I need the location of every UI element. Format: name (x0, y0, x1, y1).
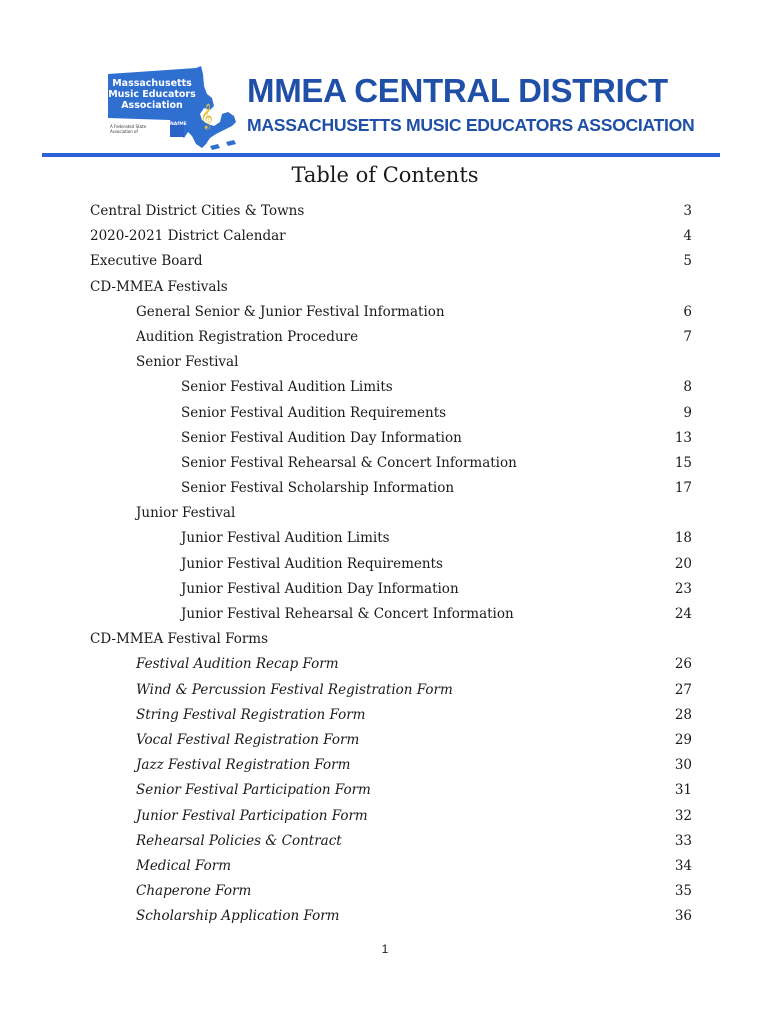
toc-entry-page: 3 (683, 203, 692, 219)
toc-entry-page: 7 (683, 328, 692, 345)
toc-entry-page: 5 (683, 253, 692, 270)
toc-entry-label: Wind & Percussion Festival Registration Form (136, 681, 453, 698)
toc-entry-page: 9 (683, 404, 692, 421)
toc-entry-page: 36 (674, 908, 692, 925)
toc-entry-label: Scholarship Application Form (136, 908, 340, 925)
toc-entry-label: Junior Festival (136, 505, 236, 522)
toc-entry-label: Junior Festival Audition Limits (181, 530, 390, 547)
toc-entry-label: Rehearsal Policies & Contract (136, 832, 342, 849)
toc-entry-page: 13 (674, 429, 692, 446)
toc-entry-page: 24 (674, 606, 692, 622)
toc-entry-page: 32 (674, 807, 692, 824)
toc-entry (0, 829, 770, 854)
toc-entry (0, 249, 770, 274)
toc-entry (0, 652, 770, 677)
toc-entry (0, 854, 770, 879)
toc-entry-label: Senior Festival Audition Limits (181, 379, 393, 396)
toc-entry (0, 753, 770, 778)
toc-entry-label: CD-MMEA Festival Forms (90, 631, 269, 648)
toc-entry-label: Central District Cities & Towns (90, 203, 305, 219)
logo-affiliate-text: A Federated State Association of (110, 124, 147, 134)
toc-entry-page: 29 (674, 731, 692, 748)
toc-entry-label: CD-MMEA Festivals (90, 278, 228, 295)
toc-entry (0, 879, 770, 904)
toc-entry-label: Junior Festival Audition Requirements (181, 555, 443, 572)
toc-entry-page: 26 (674, 656, 692, 673)
toc-entry-label: Junior Festival Rehearsal & Concert Information (181, 606, 514, 622)
header-subtitle: MASSACHUSETTS MUSIC EDUCATORS ASSOCIATION (247, 115, 695, 135)
toc-entry-page: 34 (674, 857, 692, 874)
toc-entry (0, 577, 770, 602)
toc-entry-label: Chaperone Form (136, 883, 252, 900)
toc-entry-label: Senior Festival Participation Form (136, 782, 371, 799)
toc-entry (0, 678, 770, 703)
toc-entry-label: Senior Festival Audition Requirements (181, 404, 447, 421)
logo-text-line: Music Educators (108, 89, 196, 100)
toc-entry (0, 526, 770, 551)
page-number: 1 (381, 942, 389, 956)
toc-entry-page: 30 (674, 757, 692, 774)
toc-entry (0, 375, 770, 400)
toc-entry-page: 35 (674, 883, 692, 900)
toc-entry-label: 2020-2021 District Calendar (90, 228, 286, 245)
toc-entry-page: 8 (683, 379, 692, 396)
nafme-logo: NAfME (170, 121, 184, 137)
toc-entry (0, 804, 770, 829)
toc-entry-page: 17 (674, 480, 692, 497)
toc-entry-label: String Festival Registration Form (136, 706, 366, 723)
toc-entry-page: 33 (674, 832, 692, 849)
toc-entry-label: Vocal Festival Registration Form (136, 731, 360, 748)
toc-entry-label: Junior Festival Participation Form (136, 807, 368, 824)
toc-entry (0, 602, 770, 627)
treble-clef-icon: 𝄞 (200, 104, 214, 129)
header-divider (42, 153, 720, 157)
toc-entry-label: Jazz Festival Registration Form (136, 757, 351, 774)
document-header (0, 0, 770, 160)
toc-entry (0, 350, 770, 375)
toc-entry (0, 904, 770, 929)
toc-entry-label: Junior Festival Audition Day Information (181, 580, 459, 597)
toc-entry (0, 552, 770, 577)
toc-entry (0, 778, 770, 803)
toc-entry (0, 224, 770, 249)
toc-entry-page: 23 (674, 580, 692, 597)
header-title: MMEA CENTRAL DISTRICT (247, 72, 668, 109)
toc-entry-label: Festival Audition Recap Form (136, 656, 339, 673)
toc-entry-page: 4 (683, 228, 692, 245)
toc-entry (0, 627, 770, 652)
toc-entry-page: 18 (674, 530, 692, 547)
toc-heading: Table of Contents (291, 163, 479, 187)
toc-entry (0, 300, 770, 325)
toc-entry (0, 728, 770, 753)
toc-entry-label: General Senior & Junior Festival Information (136, 303, 445, 320)
toc-entry (0, 703, 770, 728)
toc-entry-page: 20 (674, 555, 692, 572)
logo-text-line: Association (121, 100, 183, 111)
toc-entry-label: Audition Registration Procedure (136, 328, 359, 345)
mmea-logo (104, 64, 244, 156)
logo-text-line: Massachusetts (112, 78, 192, 89)
toc-entry (0, 199, 770, 224)
toc-entry (0, 476, 770, 501)
toc-entry-label: Executive Board (90, 253, 203, 270)
toc-entry-page: 27 (674, 681, 692, 698)
toc-entry-label: Senior Festival Scholarship Information (181, 480, 455, 497)
table-of-contents (0, 199, 770, 929)
toc-entry-page: 6 (683, 303, 692, 320)
toc-entry-page: 28 (674, 706, 692, 723)
toc-entry-label: Senior Festival Audition Day Information (181, 429, 462, 446)
toc-entry (0, 275, 770, 300)
toc-entry-page: 15 (674, 454, 692, 471)
logo-text (104, 78, 200, 111)
toc-entry-label: Senior Festival Rehearsal & Concert Information (181, 454, 517, 471)
toc-entry (0, 451, 770, 476)
toc-entry-label: Senior Festival (136, 354, 239, 371)
toc-entry (0, 501, 770, 526)
toc-entry (0, 401, 770, 426)
toc-entry (0, 325, 770, 350)
toc-entry (0, 426, 770, 451)
toc-entry-label: Medical Form (136, 857, 232, 874)
toc-entry-page: 31 (674, 782, 692, 799)
